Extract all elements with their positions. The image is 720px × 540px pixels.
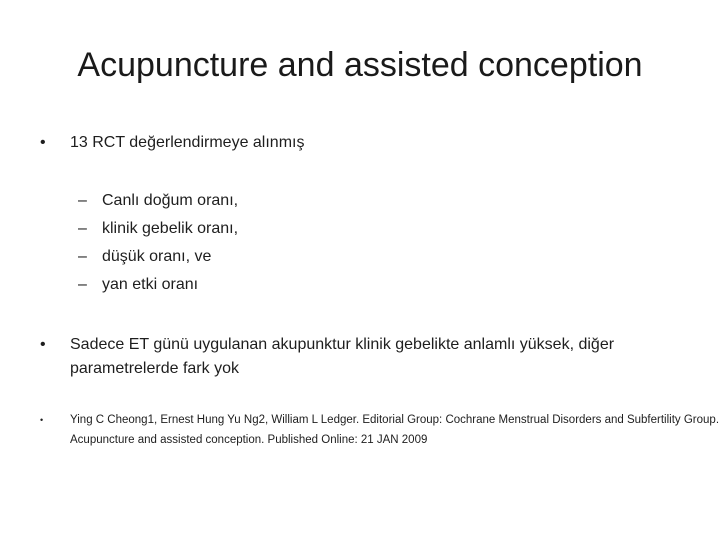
bullet-text: 13 RCT değerlendirmeye alınmış (70, 134, 305, 151)
subitem-text: Canlı doğum oranı, (102, 192, 239, 209)
subitem-text: düşük oranı, ve (102, 248, 212, 265)
subitem-marker: – (78, 276, 87, 293)
subitem-marker: – (78, 248, 87, 265)
bullet-marker: • (40, 336, 46, 353)
subitem-text: klinik gebelik oranı, (102, 220, 239, 237)
subitem-marker: – (78, 220, 87, 237)
bullet-marker: • (40, 415, 44, 425)
subitem-text: yan etki oranı (102, 276, 199, 293)
bullet-text: Sadece ET günü uygulanan akupunktur klinik gebelikte anlamlı yüksek, diğer parametrelerde fark yok (70, 336, 615, 377)
reference-text: Ying C Cheong1, Ernest Hung Yu Ng2, William L Ledger. Editorial Group: Cochrane Menstrual Disorders and Subfertility Group. Acupuncture and assisted conception. Published Online: 21 JAN 2009 (70, 414, 720, 446)
subitem-marker: – (78, 192, 87, 209)
slide-title: Acupuncture and assisted conception (77, 46, 643, 84)
bullet-marker: • (40, 134, 46, 151)
